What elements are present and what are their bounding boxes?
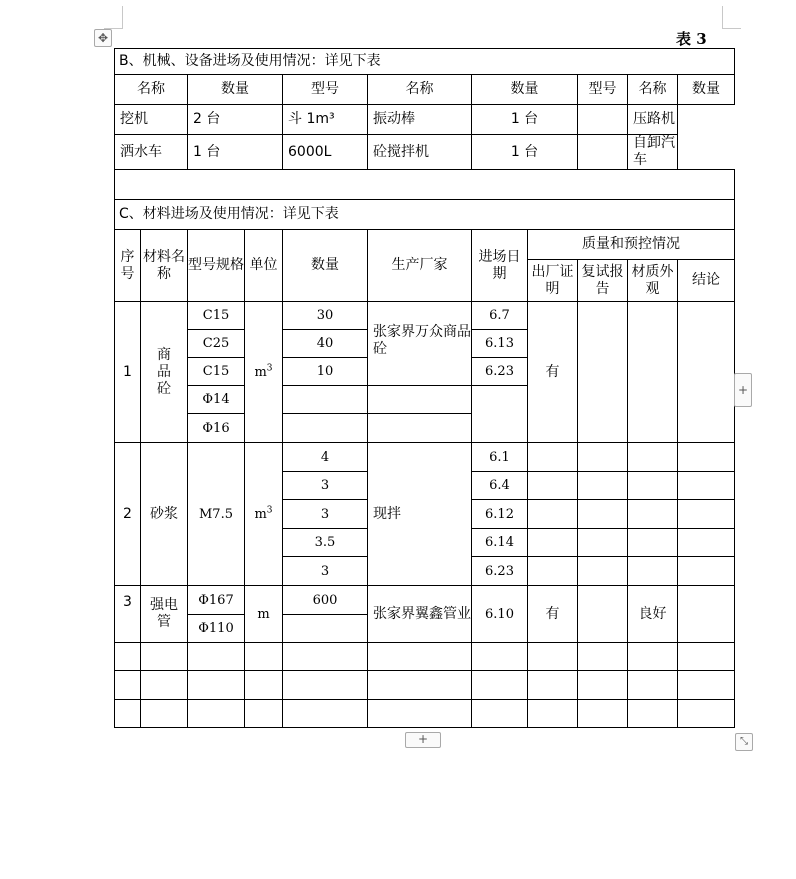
blank-row (115, 170, 735, 200)
qty-cell (283, 386, 368, 414)
empty-row (115, 700, 735, 728)
machine-cell: 6000L (283, 135, 368, 170)
header-model: 型号规格 (188, 230, 245, 302)
qty-cell (283, 615, 368, 643)
empty-row (115, 643, 735, 671)
unit-cell: m (245, 586, 283, 643)
page-corner-mark-top-left (104, 6, 123, 29)
recheck-cell (578, 529, 628, 557)
model-cell: Φ167 (188, 586, 245, 615)
seq-cell: 2 (115, 443, 141, 586)
date-cell: 6.23 (472, 557, 528, 586)
header-cell: 名称 (628, 75, 678, 105)
section-b-title: B、机械、设备进场及使用情况：详见下表 (115, 49, 735, 75)
resize-icon[interactable]: ⤡ (735, 733, 753, 751)
machine-cell: 振动棒 (368, 105, 472, 135)
machine-cell: 斗 1m³ (283, 105, 368, 135)
header-quality: 质量和预控情况 (528, 230, 735, 260)
maker-cell: 张家界翼鑫管业 (368, 586, 472, 643)
header-cell: 型号 (578, 75, 628, 105)
machine-cell: 洒水车 (115, 135, 188, 170)
date-cell: 6.12 (472, 500, 528, 529)
qty-cell: 3 (283, 472, 368, 500)
header-cell: 名称 (115, 75, 188, 105)
appearance-cell (628, 500, 678, 529)
qty-cell (283, 414, 368, 443)
material-cell: 砂浆 (141, 443, 188, 586)
qty-cell: 40 (283, 330, 368, 358)
conclusion-cell (678, 586, 735, 643)
machine-row (115, 135, 735, 170)
unit-text: m (254, 364, 267, 380)
machine-cell: 2 台 (188, 105, 283, 135)
machine-header-row (115, 75, 735, 105)
recheck-cell (578, 443, 628, 472)
conclusion-cell (678, 529, 735, 557)
empty-row (115, 671, 735, 700)
header-cell: 数量 (678, 75, 735, 105)
model-cell: Φ14 (188, 386, 245, 414)
cert-cell: 有 (528, 302, 578, 443)
machine-cell: 1 台 (472, 135, 578, 170)
machine-cell: 自卸汽车 (628, 135, 678, 170)
conclusion-cell (678, 557, 735, 586)
cert-cell (528, 500, 578, 529)
qty-cell: 3.5 (283, 529, 368, 557)
model-cell: Φ16 (188, 414, 245, 443)
cert-cell (528, 529, 578, 557)
material-cell: 强电管 (141, 586, 188, 643)
header-appearance: 材质外观 (628, 260, 678, 302)
maker-cell: 现拌 (368, 443, 472, 586)
cert-cell (528, 443, 578, 472)
machine-cell: 1 台 (188, 135, 283, 170)
qty-cell: 4 (283, 443, 368, 472)
add-row-button[interactable]: + (405, 732, 441, 748)
date-cell: 6.1 (472, 443, 528, 472)
header-seq: 序号 (115, 230, 141, 302)
header-recheck: 复试报告 (578, 260, 628, 302)
machine-cell: 砼搅拌机 (368, 135, 472, 170)
header-maker: 生产厂家 (368, 230, 472, 302)
header-date: 进场日期 (472, 230, 528, 302)
maker-cell: 张家界万众商品砼 (368, 302, 472, 386)
machine-cell: 压路机 (628, 105, 678, 135)
model-cell: Φ110 (188, 615, 245, 643)
header-material: 材料名称 (141, 230, 188, 302)
qty-cell: 10 (283, 358, 368, 386)
header-cell: 数量 (472, 75, 578, 105)
machine-row (115, 105, 735, 135)
header-cell: 数量 (188, 75, 283, 105)
header-cell: 型号 (283, 75, 368, 105)
conclusion-cell (678, 302, 735, 443)
page-corner-mark-top-right (722, 6, 741, 29)
recheck-cell (578, 472, 628, 500)
appearance-cell (628, 302, 678, 443)
model-cell: C25 (188, 330, 245, 358)
recheck-cell (578, 302, 628, 443)
cert-cell (528, 557, 578, 586)
header-conclusion: 结论 (678, 260, 735, 302)
machine-cell (578, 105, 628, 135)
machine-cell (578, 135, 628, 170)
maker-cell-empty (368, 414, 472, 443)
date-cell: 6.23 (472, 358, 528, 386)
recheck-cell (578, 557, 628, 586)
recheck-cell (578, 586, 628, 643)
model-cell: C15 (188, 358, 245, 386)
unit-cell (245, 302, 283, 443)
unit-superscript: 3 (266, 363, 273, 374)
appearance-cell (628, 557, 678, 586)
cert-cell: 有 (528, 586, 578, 643)
header-cell: 名称 (368, 75, 472, 105)
table-label: 表 3 (676, 30, 707, 48)
model-cell: M7.5 (188, 443, 245, 586)
unit-superscript: 3 (266, 505, 273, 516)
qty-cell: 30 (283, 302, 368, 330)
conclusion-cell (678, 500, 735, 529)
unit-text: m (254, 506, 267, 522)
machine-cell: 挖机 (115, 105, 188, 135)
recheck-cell (578, 500, 628, 529)
seq-cell: 1 (115, 302, 141, 443)
qty-cell: 600 (283, 586, 368, 615)
header-qty: 数量 (283, 230, 368, 302)
conclusion-cell (678, 472, 735, 500)
appearance-cell: 良好 (628, 586, 678, 643)
date-cell: 6.10 (472, 586, 528, 643)
add-column-button[interactable]: + (734, 373, 752, 407)
appearance-cell (628, 529, 678, 557)
appearance-cell (628, 472, 678, 500)
date-cell: 6.7 (472, 302, 528, 330)
machine-cell: 1 台 (472, 105, 578, 135)
appearance-cell (628, 443, 678, 472)
qty-cell: 3 (283, 557, 368, 586)
date-cell: 6.4 (472, 472, 528, 500)
date-cell-empty (472, 386, 528, 443)
maker-cell-empty (368, 386, 472, 414)
model-cell: C15 (188, 302, 245, 330)
seq-cell: 3 (115, 586, 141, 643)
header-cert: 出厂证明 (528, 260, 578, 302)
date-cell: 6.13 (472, 330, 528, 358)
conclusion-cell (678, 443, 735, 472)
material-header-row (115, 230, 735, 260)
cert-cell (528, 472, 578, 500)
date-cell: 6.14 (472, 529, 528, 557)
report-table (114, 48, 735, 728)
header-unit: 单位 (245, 230, 283, 302)
move-icon[interactable]: ✥ (94, 29, 112, 47)
material-cell: 商品砼 (141, 302, 188, 443)
unit-cell (245, 443, 283, 586)
section-c-title: C、材料进场及使用情况：详见下表 (115, 200, 735, 230)
qty-cell: 3 (283, 500, 368, 529)
